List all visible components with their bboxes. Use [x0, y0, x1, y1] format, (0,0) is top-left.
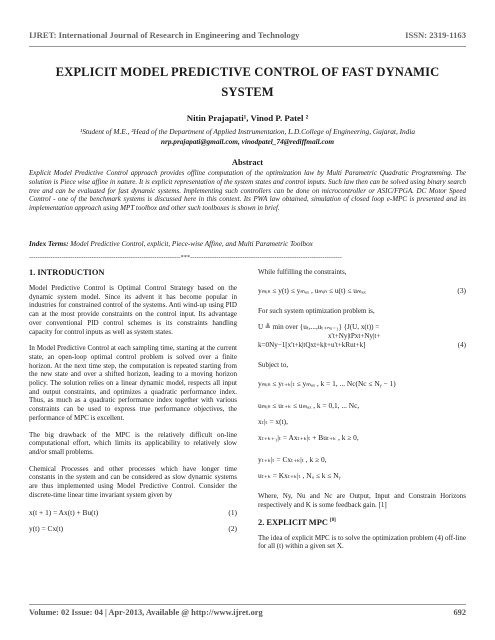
title-line-2: SYSTEM — [221, 85, 274, 99]
index-terms — [29, 240, 466, 248]
equation-4-line-2: x't+Ny|tPxt+Ny|t+ — [328, 332, 381, 341]
right-paragraph-2: For such system optimization problem is, — [258, 306, 375, 315]
section-heading-introduction: 1. INTRODUCTION — [29, 268, 105, 277]
equation-1-body: x(t + 1) = Ax(t) + Bu(t) — [29, 508, 99, 518]
section-heading-explicit-mpc-text: 2. EXPLICIT MPC — [258, 517, 328, 527]
index-terms-label: Index Terms: — [29, 240, 69, 248]
author-emails: nrp.prajapati@gmail.com, vinodpatel_74@rediffmail.com — [160, 137, 335, 146]
right-column — [258, 268, 466, 559]
constraint-5: yₜ₊ₖ|ₜ = Cxₜ₊ₖ|ₜ , k ≥ 0, — [258, 455, 327, 465]
equation-3 — [258, 285, 466, 307]
equation-4-line-3: k=0Ny−1[x't+k|tQxt+k|t+u't+kRut+k] — [258, 341, 366, 350]
equation-1 — [29, 507, 237, 523]
intro-paragraph-1: Model Predictive Control is Optimal Control Strategy based on the dynamic system model. Since its advent it has become popular in industries for constrained control of the systems. Anti wind-up using PID can at the most provide constraints on the control input. Its advantage over conventional PID control schemes is its constraints handling capacity for control inputs as well as system states. — [29, 284, 237, 336]
journal-name: IJRET: International Journal of Research in Engineering and Technology — [29, 30, 300, 40]
constraint-1: yₘᵢₙ ≤ yₜ₊ₖ|ₜ ≤ yₘₐₓ , k = 1, ... Nc(Nc ≤ Nᵧ − 1) — [258, 379, 396, 389]
constraint-2: uₘᵢₙ ≤ uₜ₊ₖ ≤ uₘₐₓ , k = 0,1, ... Nc, — [258, 401, 360, 411]
paper-title — [30, 62, 465, 102]
intro-paragraph-4: Chemical Processes and other processes which have longer time constants in the system and can be considered as slow dynamic systems are thus implemented using Model Predictive Control. Consider the discrete-time linear time invariant system given by — [29, 464, 237, 499]
footer-rule — [29, 604, 466, 605]
equation-3-body: yₘᵢₙ ≤ y(t) ≤ yₘₐₓ , uₘᵢₙ ≤ u(t) ≤ uₘₐₓ — [258, 285, 366, 295]
equation-4 — [258, 323, 466, 361]
right-paragraph-1: While fulfilling the constraints, — [258, 268, 347, 276]
index-terms-text: Model Predictive Control, explicit, Piece-wise Affine, and Multi Parametric Toolbox — [68, 240, 313, 248]
equation-2 — [29, 523, 237, 539]
right-paragraph-5: The idea of explicit MPC is to solve the optimization problem (4) off-line for all (t) within a given set X. — [258, 533, 466, 551]
abstract-text: Explicit Model Predictive Control approach provides offline computation of the optimization law by Multi Parametric Quadratic Programming. The solution is Piece wise affine in nature. It is explicit representation of the system states and control inputs. Such law then can be solved using binary search tree and can be evaluated for fast dynamic systems. Implementing such controllers can be done on microcontroller or ASIC/FPGA. DC Motor Speed Control - one of the benchmark systems is discussed here in this context. Its PWA law obtained, simulation of closed loop e-MPC is presented and its implementation approach using MPT toolbox and other such toolboxes is shown in brief. — [29, 169, 466, 213]
issn: ISSN: 2319-1163 — [405, 30, 466, 40]
intro-paragraph-3: The big drawback of the MPC is the relatively difficult on-line computational effort, which limits its applicability to relatively slow and/or small problems. — [29, 430, 237, 456]
right-paragraph-4: Where, Ny, Nu and Nc are Output, Input and Constrain Horizons respectively and K is some feedback gain. [1] — [258, 492, 466, 509]
abstract-heading: Abstract — [231, 158, 264, 167]
right-paragraph-3: Subject to, — [258, 361, 289, 370]
equation-3-number: (3) — [457, 285, 466, 295]
equation-2-number: (2) — [228, 524, 237, 534]
affiliation: ¹Student of M.E., ²Head of the Department of Applied Instrumentation, L.D.College of Engineering, Gujarat, India — [80, 127, 415, 136]
journal-header — [29, 30, 466, 42]
equation-1-number: (1) — [228, 508, 237, 518]
constraint-6: uₜ₊ₖ = Kxₜ₊ₖ|ₜ , Nᵤ ≤ k ≤ Nᵧ — [258, 471, 341, 481]
equation-4-number: (4) — [457, 341, 466, 350]
equation-2-body: y(t) = Cx(t) — [29, 524, 64, 534]
page-footer — [29, 608, 466, 620]
section-divider: ----------------------------------------------------------------------***---------------------------------------------------------------------- — [29, 254, 342, 261]
section-heading-explicit-mpc — [258, 518, 466, 527]
section-heading-citation: [8] — [329, 517, 336, 523]
left-column — [29, 268, 237, 539]
footer-volume: Volume: 02 Issue: 04 | Apr-2013, Available @ http://www.ijret.org — [29, 608, 263, 617]
intro-paragraph-2: In Model Predictive Control at each sampling time, starting at the current state, an open-loop optimal control problem is solved over a finite horizon. At the next time step, the computation is repeated starting from the new state and over a shifted horizon, leading to a moving horizon policy. The solution relies on a linear dynamic model, respects all input and output constraints, and optimizes a quadratic performance index. Thus, as much as a quadratic performance index together with various constraints can be used to express true performance objectives, the performance of MPC is excellent. — [29, 344, 237, 422]
constraint-3: xₜ|ₜ = x(t), — [258, 417, 288, 427]
equation-4-line-1: U ≜ min over {uₜ,...,uₜ₊ₙᵤ₋₁} {J(U, x(t)) = — [258, 323, 380, 332]
page-number: 692 — [453, 608, 466, 617]
authors: Nitin Prajapati¹, Vinod P. Patel ² — [186, 113, 309, 123]
constraint-4: xₜ₊ₖ₊₁|ₜ = Axₜ₊ₖ|ₜ + Buₜ₊ₖ , k ≥ 0, — [258, 433, 359, 443]
header-rule — [29, 46, 466, 47]
title-line-1: EXPLICIT MODEL PREDICTIVE CONTROL OF FAST DYNAMIC — [55, 65, 440, 79]
